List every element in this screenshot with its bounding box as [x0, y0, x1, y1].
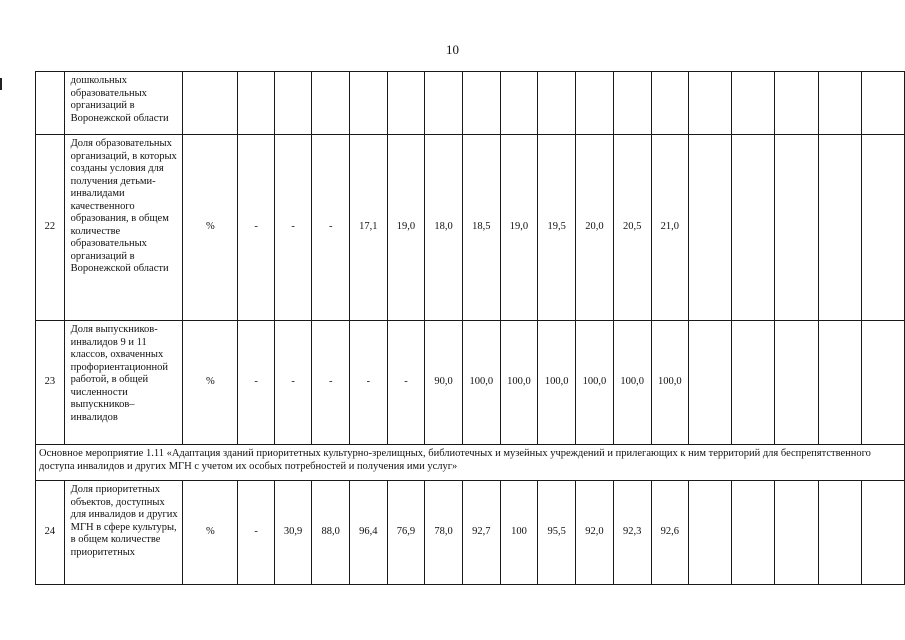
empty-cell — [775, 135, 818, 321]
empty-cell — [818, 72, 861, 135]
empty-cell — [818, 321, 861, 445]
indicator-name: Доля образовательных организаций, в которых созданы условия для получения детьми-инвалидами качественного образования, в общем количестве образовательных организаций в Воронежской области — [64, 135, 183, 321]
value-cell: 19,0 — [500, 135, 538, 321]
value-cell: - — [350, 321, 388, 445]
value-cell — [312, 72, 350, 135]
value-cell — [462, 72, 500, 135]
empty-cell — [818, 481, 861, 585]
row-number: 23 — [36, 321, 65, 445]
value-cell: 17,1 — [350, 135, 388, 321]
table-row — [36, 72, 905, 135]
row-number — [36, 72, 65, 135]
value-cell: 20,0 — [576, 135, 614, 321]
empty-cell — [775, 321, 818, 445]
value-cell: - — [387, 321, 425, 445]
value-cell: - — [238, 481, 274, 585]
indicator-name: Доля выпускников-инвалидов 9 и 11 классов, охваченных профориентационной работой, в общей численности выпускников–инвалидов — [64, 321, 183, 445]
value-cell — [613, 72, 651, 135]
row-number: 22 — [36, 135, 65, 321]
value-cell: 88,0 — [312, 481, 350, 585]
scan-edge-mark — [0, 78, 2, 90]
value-cell — [538, 72, 576, 135]
value-cell: 100,0 — [538, 321, 576, 445]
empty-cell — [732, 481, 775, 585]
empty-cell — [689, 72, 732, 135]
value-cell: 18,0 — [425, 135, 463, 321]
value-cell: 100,0 — [651, 321, 689, 445]
value-cell: - — [312, 135, 350, 321]
page-number: 10 — [446, 42, 459, 57]
indicator-name: дошкольных образовательных организаций в Воронежской области — [64, 72, 183, 135]
value-cell — [576, 72, 614, 135]
row-number: 24 — [36, 481, 65, 585]
empty-cell — [732, 135, 775, 321]
value-cell: 92,6 — [651, 481, 689, 585]
value-cell: 100,0 — [462, 321, 500, 445]
table-row — [36, 481, 905, 585]
value-cell: - — [274, 321, 312, 445]
value-cell: 78,0 — [425, 481, 463, 585]
value-cell: 90,0 — [425, 321, 463, 445]
value-cell: 100,0 — [613, 321, 651, 445]
value-cell: 92,0 — [576, 481, 614, 585]
empty-cell — [861, 321, 904, 445]
value-cell: 18,5 — [462, 135, 500, 321]
empty-cell — [861, 72, 904, 135]
event-row — [36, 445, 905, 481]
empty-cell — [775, 72, 818, 135]
value-cell — [425, 72, 463, 135]
value-cell: 21,0 — [651, 135, 689, 321]
table-row — [36, 135, 905, 321]
value-cell — [238, 72, 274, 135]
value-cell: 100 — [500, 481, 538, 585]
value-cell: 30,9 — [274, 481, 312, 585]
value-cell: 100,0 — [500, 321, 538, 445]
value-cell — [274, 72, 312, 135]
empty-cell — [689, 321, 732, 445]
value-cell: 92,3 — [613, 481, 651, 585]
value-cell: 20,5 — [613, 135, 651, 321]
empty-cell — [689, 481, 732, 585]
unit-cell: % — [183, 481, 238, 585]
unit-cell — [183, 72, 238, 135]
empty-cell — [818, 135, 861, 321]
value-cell — [387, 72, 425, 135]
empty-cell — [775, 481, 818, 585]
empty-cell — [689, 135, 732, 321]
table-row — [36, 321, 905, 445]
value-cell — [651, 72, 689, 135]
empty-cell — [861, 135, 904, 321]
value-cell: 95,5 — [538, 481, 576, 585]
indicators-table — [35, 71, 905, 585]
value-cell: - — [274, 135, 312, 321]
value-cell: 96,4 — [350, 481, 388, 585]
value-cell: - — [238, 135, 274, 321]
value-cell: 100,0 — [576, 321, 614, 445]
value-cell: 19,5 — [538, 135, 576, 321]
empty-cell — [732, 321, 775, 445]
indicator-name: Доля приоритетных объектов, доступных для инвалидов и других МГН в сфере культуры, в общем количестве приоритетных — [64, 481, 183, 585]
event-title: Основное мероприятие 1.11 «Адаптация зданий приоритетных культурно-зрелищных, библиотечных и музейных учреждений и прилегающих к ним территорий для беспрепятственного доступа инвалидов и других МГН с учетом их особых потребностей и получения ими услуг» — [36, 445, 905, 481]
unit-cell: % — [183, 321, 238, 445]
value-cell: - — [312, 321, 350, 445]
empty-cell — [861, 481, 904, 585]
value-cell — [350, 72, 388, 135]
empty-cell — [732, 72, 775, 135]
value-cell — [500, 72, 538, 135]
value-cell: 76,9 — [387, 481, 425, 585]
unit-cell: % — [183, 135, 238, 321]
value-cell: 92,7 — [462, 481, 500, 585]
value-cell: - — [238, 321, 274, 445]
value-cell: 19,0 — [387, 135, 425, 321]
